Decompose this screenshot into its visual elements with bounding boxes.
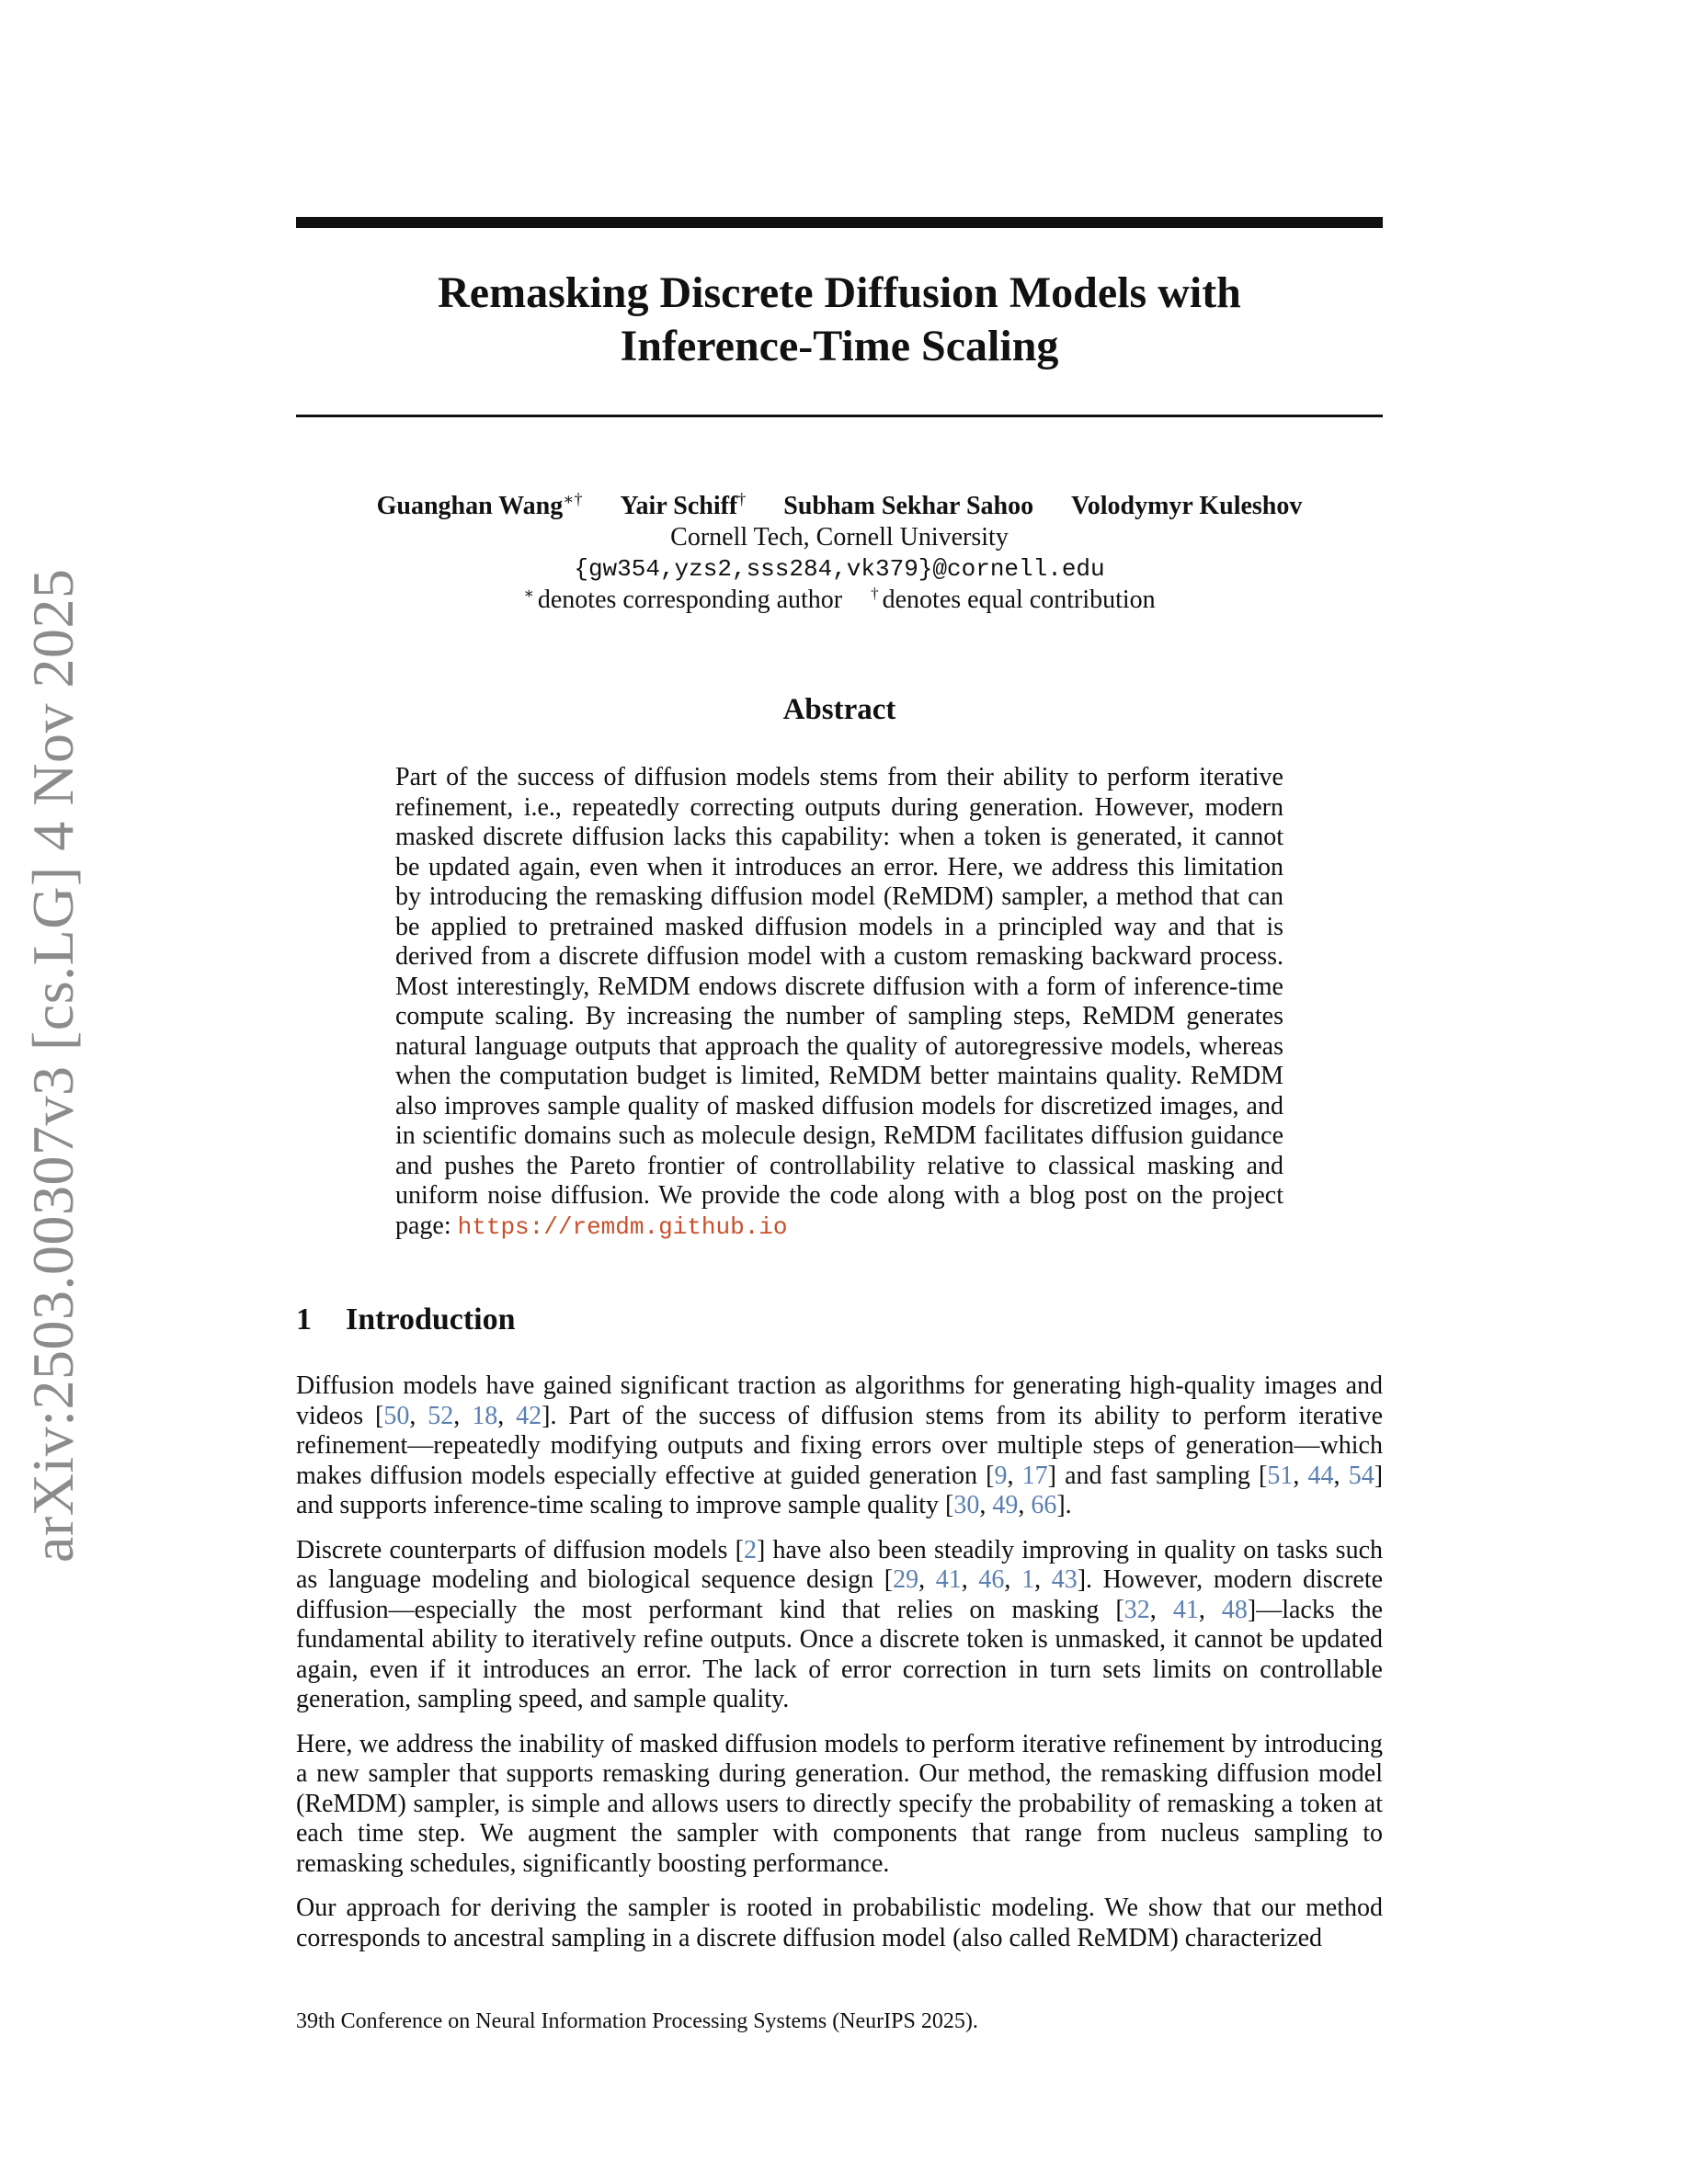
section-number: 1 (296, 1302, 312, 1337)
intro-paragraph: Discrete counterparts of diffusion models [2] have also been steadily improving in quality on tasks such as language modeling and biological sequence design [29, 41, 46, 1, 43]. However, modern discrete diffusion—especially the most performant kind that relies on masking [32, 41, 48]—lacks the fundamental ability to iteratively refine outputs. Once a discrete token is unmasked, it cannot be updated again, even if it introduces an error. The lack of error correction in turn sets limits on controllable generation, sampling speed, and sample quality. (296, 1535, 1384, 1713)
title-line-1: Remasking Discrete Diffusion Models with (438, 268, 1241, 317)
citation-link[interactable]: 18 (472, 1401, 498, 1430)
citation-link[interactable]: 29 (893, 1565, 919, 1594)
citation-link[interactable]: 42 (516, 1401, 542, 1430)
project-page-link[interactable]: https://remdm.github.io (457, 1212, 788, 1241)
citation-link[interactable]: 46 (978, 1565, 1005, 1594)
author-list (296, 491, 1383, 522)
citation-link[interactable]: 32 (1123, 1595, 1150, 1624)
author-emails: {gw354,yzs2,sss284,vk379}@cornell.edu (574, 555, 1105, 583)
citation-link[interactable]: 2 (743, 1535, 757, 1564)
citation-link[interactable]: 50 (383, 1401, 410, 1430)
author: Subham Sekhar Sahoo (783, 492, 1034, 520)
author-notes (296, 585, 1383, 616)
citation-link[interactable]: 1 (1021, 1565, 1035, 1594)
section-heading-introduction (296, 1302, 516, 1338)
equal-contribution-note: † denotes equal contribution (871, 585, 1156, 614)
citation-link[interactable]: 30 (953, 1491, 980, 1519)
citation-link[interactable]: 48 (1221, 1595, 1248, 1624)
intro-paragraph: Our approach for deriving the sampler is rooted in probabilistic modeling. We show that our method corresponds to ancestral sampling in a discrete diffusion model (also called ReMDM) characterized (296, 1894, 1383, 1952)
citation-link[interactable]: 9 (994, 1461, 1008, 1490)
citation-link[interactable]: 66 (1031, 1491, 1057, 1519)
author: Yair Schiff† (620, 490, 747, 520)
section-title: Introduction (346, 1302, 516, 1337)
citation-link[interactable]: 51 (1267, 1461, 1294, 1490)
intro-paragraph: Diffusion models have gained significant traction as algorithms for generating high-quality images and videos [50, 52, 18, 42]. Part of the success of diffusion stems from its ability to perform iterative refinement—repeatedly modifying outputs and fixing errors over multiple steps of generation—which makes diffusion models especially effective at guided generation [9, 17] and fast sampling [51, 44, 54] and supports inference-time scaling to improve sample quality [30, 49, 66]. (296, 1371, 1384, 1519)
citation-link[interactable]: 49 (992, 1491, 1019, 1519)
author: Guanghan Wang∗† (376, 490, 583, 520)
citation-link[interactable]: 54 (1348, 1461, 1374, 1490)
paper-title (296, 267, 1383, 373)
citation-link[interactable]: 41 (935, 1565, 962, 1594)
affiliation: Cornell Tech, Cornell University (670, 523, 1009, 552)
title-bottom-rule (296, 415, 1383, 417)
title-line-2: Inference-Time Scaling (620, 322, 1059, 370)
abstract-text: Part of the success of diffusion models stems from their ability to perform iterative refinement, i.e., repeatedly correcting outputs during generation. However, modern masked discrete diffusion lacks this capability: when a token is generated, it cannot be updated again, even when it introduces an error. Here, we address this limitation by introducing the remasking diffusion model (ReMDM) sampler, a method that can be applied to pretrained masked diffusion models in a principled way and that is derived from a discrete diffusion model with a custom remasking backward process. Most interestingly, ReMDM endows discrete diffusion with a form of inference-time compute scaling. By increasing the number of sampling steps, ReMDM generates natural language outputs that approach the quality of autoregressive models, whereas when the computation budget is limited, ReMDM better maintains quality. ReMDM also improves sample quality of masked diffusion models for discretized images, and in scientific domains such as molecule design, ReMDM facilitates diffusion guidance and pushes the Pareto frontier of controllability relative to classical masking and uniform noise diffusion. We provide the code along with a blog post on the project page: https://remdm.github.io (395, 763, 1283, 1241)
corresponding-note: ∗ denotes corresponding author (523, 585, 843, 614)
citation-link[interactable]: 41 (1172, 1595, 1199, 1624)
citation-link[interactable]: 43 (1051, 1565, 1078, 1594)
introduction-body (296, 1371, 1383, 1968)
author-block (296, 491, 1383, 616)
citation-link[interactable]: 44 (1307, 1461, 1334, 1490)
citation-link[interactable]: 52 (428, 1401, 454, 1430)
title-top-rule (296, 217, 1383, 228)
arxiv-side-stamp: arXiv:2503.00307v3 [cs.LG] 4 Nov 2025 (20, 568, 86, 1563)
citation-link[interactable]: 17 (1021, 1461, 1048, 1490)
intro-paragraph: Here, we address the inability of masked diffusion models to perform iterative refinement by introducing a new sampler that supports remasking during generation. Our method, the remasking diffusion model (ReMDM) sampler, is simple and allows users to directly specify the probability of remasking a token at each time step. We augment the sampler with components that range from nucleus sampling to remasking schedules, significantly boosting performance. (296, 1729, 1383, 1878)
author: Volodymyr Kuleshov (1071, 492, 1303, 520)
conference-footnote: 39th Conference on Neural Information Processing Systems (NeurIPS 2025). (296, 2009, 978, 2033)
abstract-heading: Abstract (782, 693, 896, 726)
